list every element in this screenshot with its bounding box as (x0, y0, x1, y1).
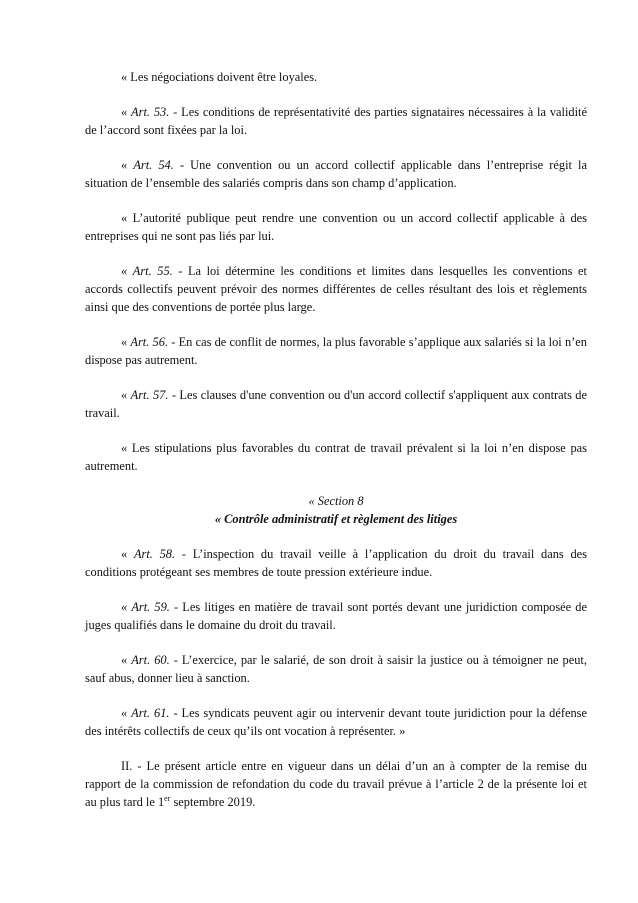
paragraph-autorite-publique: « L’autorité publique peut rendre une convention ou un accord collectif applicable à des entreprises qui ne sont pas liés par lui. (85, 211, 587, 243)
paragraph-art-54: « Art. 54. - Une convention ou un accord collectif applicable dans l’entreprise régit la situation de l’ensemble des salariés compris dans son champ d’application. (85, 158, 587, 190)
section-label: « Section 8 (308, 494, 364, 508)
article-number: Art. 59. (131, 600, 170, 614)
paragraph-loyales: « Les négociations doivent être loyales. (121, 70, 318, 84)
article-number: Art. 58. (133, 547, 176, 561)
article-number: Art. 57. (130, 388, 169, 402)
article-number: Art. 55. (132, 264, 173, 278)
article-number: Art. 61. (131, 706, 170, 720)
article-number: Art. 56. (130, 335, 169, 349)
paragraph-art-53: « Art. 53. - Les conditions de représentativité des parties signataires nécessaires à la validité de l’accord sont fixées par la loi. (85, 105, 587, 137)
document-page (85, 68, 587, 828)
article-number: Art. 60. (131, 653, 170, 667)
article-number: Art. 53. (131, 105, 170, 119)
paragraph-art-59: « Art. 59. - Les litiges en matière de travail sont portés devant une juridiction composée de juges qualifiés dans le domaine du droit du travail. (85, 600, 587, 632)
paragraph-art-57: « Art. 57. - Les clauses d'une convention ou d'un accord collectif s'appliquent aux contrats de travail. (85, 388, 588, 420)
paragraph-final-provision: II. - Le présent article entre en vigueur dans un délai d’un an à compter de la remise du rapport de la commission de refondation du code du travail prévue à l’article 2 de la présente loi et au plus tard le 1er septembre 2019. (85, 759, 587, 809)
paragraph-stipulations: « Les stipulations plus favorables du contrat de travail prévalent si la loi n’en dispose pas autrement. (85, 441, 587, 473)
paragraph-art-56: « Art. 56. - En cas de conflit de normes, la plus favorable s’applique aux salariés si la loi n’en dispose pas autrement. (85, 335, 587, 367)
section-heading (85, 492, 587, 528)
section-title: « Contrôle administratif et règlement des litiges (214, 512, 458, 526)
superscript: er (164, 793, 171, 803)
article-number: Art. 54. (133, 158, 174, 172)
paragraph-art-55: « Art. 55. - La loi détermine les conditions et limites dans lesquelles les conventions et accords collectifs peuvent prévoir des normes différentes de celles résultant des lois et règlements ainsi que des conventions de portée plus large. (85, 264, 587, 314)
paragraph-art-60: « Art. 60. - L’exercice, par le salarié, de son droit à saisir la justice ou à témoigner ne peut, sauf abus, donner lieu à sanction. (85, 653, 587, 685)
paragraph-art-58: « Art. 58. - L’inspection du travail veille à l’application du droit du travail dans des conditions protégeant ses membres de toute pression extérieure indue. (85, 547, 587, 579)
paragraph-art-61: « Art. 61. - Les syndicats peuvent agir ou intervenir devant toute juridiction pour la défense des intérêts collectifs de ceux qu’ils ont vocation à représenter. » (85, 706, 587, 738)
